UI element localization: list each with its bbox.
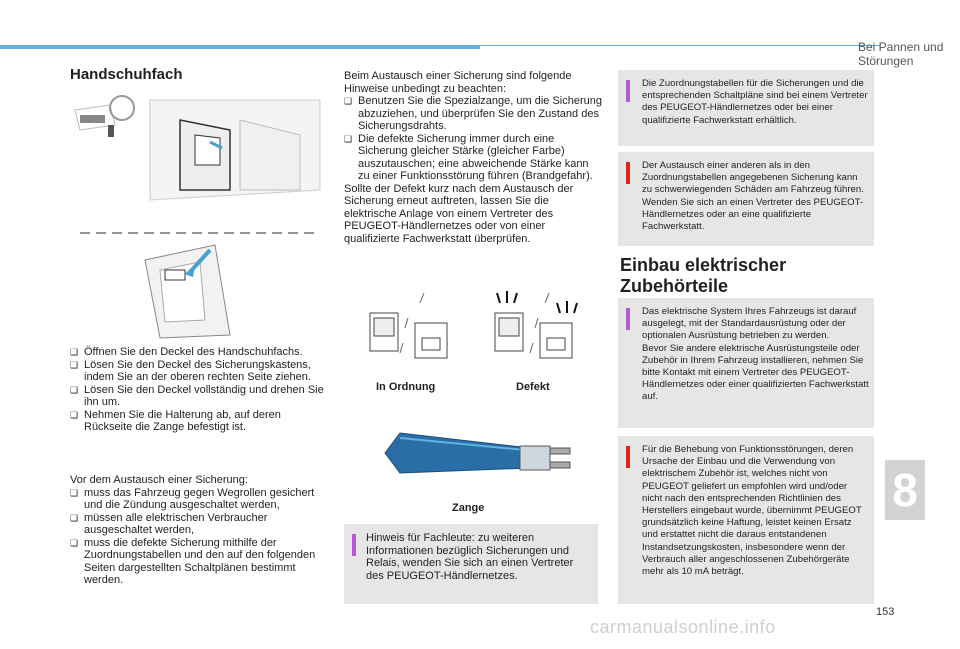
info-icon xyxy=(626,80,630,102)
fuse-comparison-illustration xyxy=(360,288,590,378)
warning-box-liability xyxy=(618,436,874,604)
before-replacement xyxy=(70,474,328,587)
glovebox-heading: Handschuhfach xyxy=(70,66,183,83)
header-rule xyxy=(480,45,880,46)
step-item: ❑ Nehmen Sie die Halterung ab, auf deren Rückseite die Zange befestigt ist. xyxy=(70,408,281,433)
before-intro: Vor dem Austausch einer Sicherung: xyxy=(70,474,248,486)
dashed-divider xyxy=(80,225,320,235)
fusebox-cover-illustration xyxy=(140,240,240,340)
square-bullet-icon: ❑ xyxy=(344,133,353,144)
square-bullet-icon: ❑ xyxy=(70,347,79,357)
replacement-notes xyxy=(344,70,602,245)
notes-intro: Beim Austausch einer Sicherung sind folgende Hinweise unbedingt zu beachten: xyxy=(344,70,572,95)
liability-warning: Für die Behebung von Funktionsstörungen, deren Ursache der Einbau und die Verwendung von elektrischem Zubehör ist, welches nicht von PEUGEOT geliefert un empfohlen wird und/oder nicht nach den entsprechenden Richtlinien des Herstellers eingebaut wurde, übernimmt PEUGEOT grundsätzlich keine Haftung, leistet keinen Ersatz und erstattet nicht die daraus entstandenen Instandsetzungskosten, insbesondere wenn der Verbrauch aller angeschlossenen Zubehörgeräte mehr als 10 mA beträgt. xyxy=(642,444,862,578)
step-item: ❑ Öffnen Sie den Deckel des Handschuhfachs. xyxy=(70,346,303,358)
label-ok: In Ordnung xyxy=(376,381,436,393)
glovebox-steps xyxy=(70,346,328,434)
label-pliers: Zange xyxy=(452,502,485,514)
glovebox-illustration xyxy=(70,90,328,220)
header-accent-bar xyxy=(0,45,480,49)
section-title: Bei Pannen und Störungen xyxy=(858,40,944,68)
specialist-info-box xyxy=(344,524,598,604)
page-number: 153 xyxy=(876,606,895,618)
info-icon xyxy=(352,534,356,556)
square-bullet-icon: ❑ xyxy=(70,512,79,523)
step-item: ❑ Lösen Sie den Deckel vollständig und drehen Sie ihn um. xyxy=(70,383,324,408)
square-bullet-icon: ❑ xyxy=(70,409,79,420)
note-item: ❑ Die defekte Sicherung immer durch eine Sicherung gleicher Stärke (gleicher Farbe) auszutauschen; eine abweichende Stärke kann zu einer Funktionsstörung führen (Brandgefahr). xyxy=(344,132,593,182)
accessories-note: Das elektrische System Ihres Fahrzeugs ist darauf ausgelegt, mit der Standardausrüstung oder der optionalen Ausrüstung betrieben zu werden. Bevor Sie andere elektrische Ausrüstungsteile oder Zubehör in Ihrem Fahrzeug installieren, nehmen Sie bitte Kontakt mit einem Vertreter des PEUGEOT-Händlernetzes oder einer qualifizierten Fachwerkstatt auf. xyxy=(642,306,869,403)
square-bullet-icon: ❑ xyxy=(70,384,79,395)
info-icon xyxy=(626,308,630,330)
notes-closing: Sollte der Defekt kurz nach dem Austausch der Sicherung erneut auftreten, lassen Sie die elektrische Anlage von einem Vertreter des PEUGEOT-Händlernetzes oder von einer qualifizierte Fachwerkstatt überprüfen. xyxy=(344,182,574,245)
square-bullet-icon: ❑ xyxy=(70,487,79,498)
square-bullet-icon: ❑ xyxy=(344,96,353,106)
exclamation-icon xyxy=(626,162,630,184)
tables-note: Die Zuordnungstabellen für die Sicherungen und die entsprechenden Schaltpläne sind bei einem Vertreter des PEUGEOT-Händlernetzes oder bei einer qualifizierte Fachwerkstatt erhältlich. xyxy=(642,78,868,126)
info-box-accessories xyxy=(618,298,874,428)
before-item: ❑ muss die defekte Sicherung mithilfe der Zuordnungstabellen und den auf den folgenden Seiten dargestellten Schaltplänen bestimmt werden. xyxy=(70,536,316,586)
before-item: ❑ muss das Fahrzeug gegen Wegrollen gesichert und die Zündung ausgeschaltet werden, xyxy=(70,486,315,511)
fuse-pliers-illustration xyxy=(380,418,580,488)
wrong-fuse-warning: Der Austausch einer anderen als in den Zuordnungstabellen angegebenen Sicherung kann zu schwerwiegenden Schäden am Fahrzeug führen. Wenden Sie sich an einen Vertreter des PEUGEOT-Händlernetzes oder an eine qualifizierte Fachwerkstatt. xyxy=(642,160,864,233)
square-bullet-icon: ❑ xyxy=(70,537,79,548)
info-box-tables xyxy=(618,70,874,146)
before-item: ❑ müssen alle elektrischen Verbraucher ausgeschaltet werden, xyxy=(70,511,268,536)
chapter-tab: 8 xyxy=(885,460,925,520)
accessories-heading: Einbau elektrischer Zubehörteile xyxy=(620,255,787,296)
square-bullet-icon: ❑ xyxy=(70,359,79,370)
specialist-note: Hinweis für Fachleute: zu weiteren Informationen bezüglich Sicherungen und Relais, wenden Sie sich an einen Vertreter des PEUGEOT-Händlernetzes. xyxy=(366,532,574,582)
watermark: carmanualsonline.info xyxy=(590,617,776,637)
warning-box-wrong-fuse xyxy=(618,152,874,246)
exclamation-icon xyxy=(626,446,630,468)
label-defect: Defekt xyxy=(516,381,550,393)
step-item: ❑ Lösen Sie den Deckel des Sicherungskastens, indem Sie an der oberen rechten Seite ziehen. xyxy=(70,358,311,383)
note-item: ❑ Benutzen Sie die Spezialzange, um die Sicherung abzuziehen, und überprüfen Sie den Zustand des Sicherungsdrahts. xyxy=(344,95,602,132)
